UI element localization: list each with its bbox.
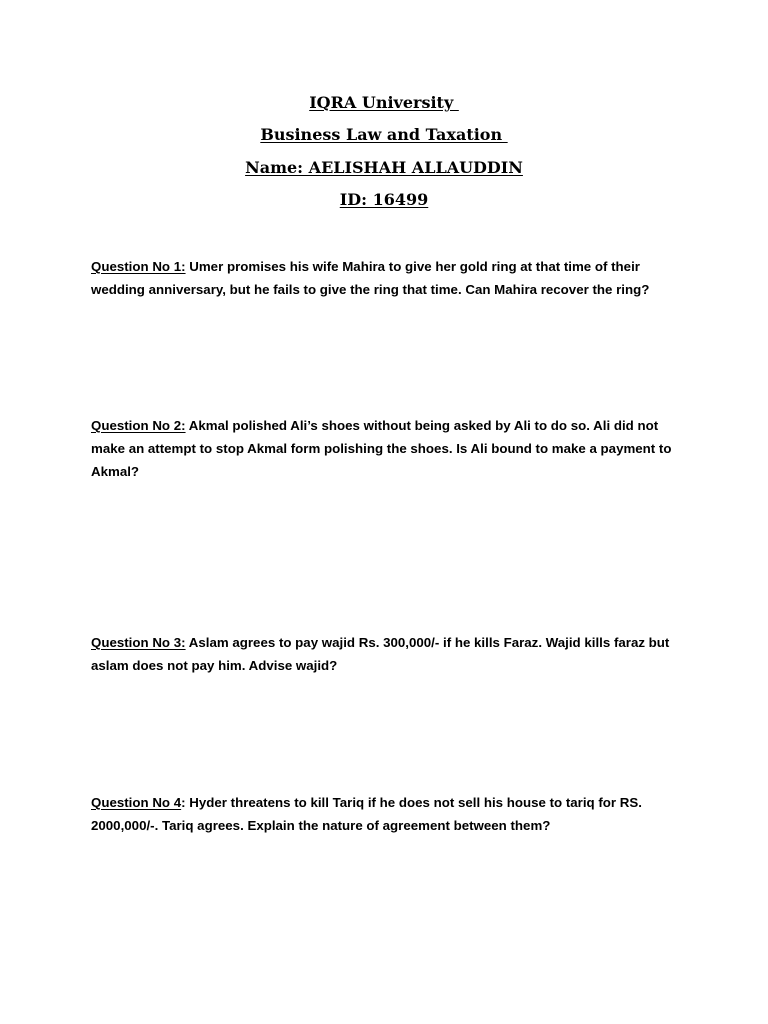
- question-4-text: : Hyder threatens to kill Tariq if he does not sell his house to tariq for RS. 2000,000/-. Tariq agrees. Explain the nature of agreement between them?: [91, 795, 642, 833]
- question-2-text: Akmal polished Ali’s shoes without being asked by Ali to do so. Ali did not make an attempt to stop Akmal form polishing the shoes. Is Ali bound to make a payment to Akmal?: [91, 418, 672, 479]
- question-3-text: Aslam agrees to pay wajid Rs. 300,000/- if he kills Faraz. Wajid kills faraz but aslam does not pay him. Advise wajid?: [91, 635, 670, 673]
- course-title: Business Law and Taxation: [260, 125, 508, 145]
- question-2: [91, 415, 691, 483]
- student-id: ID: 16499: [339, 190, 429, 210]
- question-4: [91, 792, 691, 838]
- question-3: [91, 632, 691, 678]
- question-1: [91, 256, 691, 302]
- document-header: [0, 93, 768, 223]
- question-3-label: Question No 3:: [91, 635, 186, 650]
- university-title: IQRA University: [309, 93, 459, 112]
- question-1-label: Question No 1:: [91, 259, 186, 274]
- question-1-text: Umer promises his wife Mahira to give her gold ring at that time of their wedding anniversary, but he fails to give the ring that time. Can Mahira recover the ring?: [91, 259, 650, 297]
- student-name: Name: AELISHAH ALLAUDDIN: [245, 157, 523, 177]
- question-4-label: Question No 4: [91, 795, 182, 810]
- question-2-label: Question No 2:: [91, 418, 186, 433]
